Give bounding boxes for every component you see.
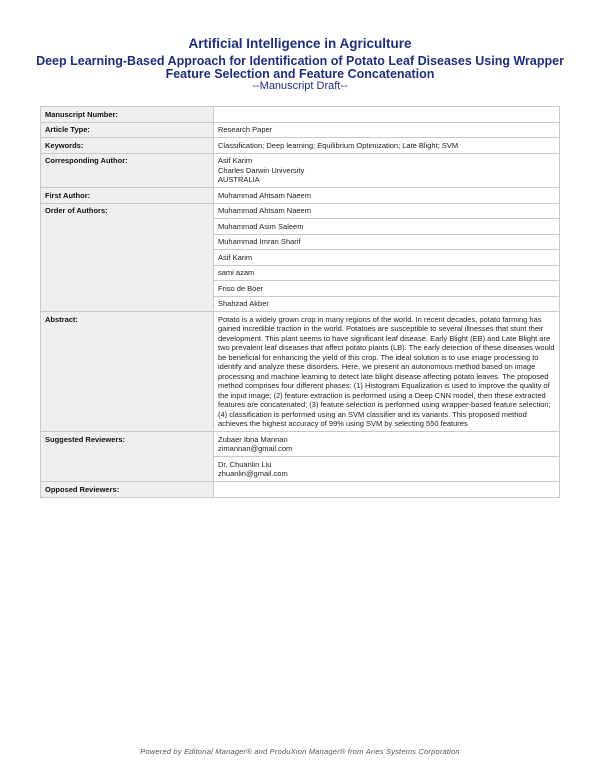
first-author-value: Muhammad Ahtsam Naeem (214, 188, 560, 204)
author-item: Shahzad Akber (214, 296, 560, 312)
document-header (0, 36, 600, 92)
paper-title: Deep Learning-Based Approach for Identification of Potato Leaf Diseases Using Wrapper Feature Selection and Feature Concatenation (36, 54, 564, 81)
reviewer-name: Zubaer Ibna Mannan (218, 434, 288, 444)
reviewer-email: zhuanlin@gmail.com (218, 469, 288, 478)
corresponding-author-label: Corresponding Author: (41, 153, 214, 188)
table-row (41, 153, 560, 188)
reviewer-item (214, 432, 560, 457)
table-row (41, 312, 560, 432)
author-item: Friso de Boer (214, 281, 560, 297)
footer-credit: Powered by Editorial Manager® and ProduXion Manager® from Aries Systems Corporation (140, 747, 460, 756)
suggested-reviewers-label: Suggested Reviewers: (41, 432, 214, 482)
keywords-label: Keywords: (41, 138, 214, 154)
corresponding-author-value (214, 153, 560, 188)
draft-label: --Manuscript Draft-- (252, 80, 348, 92)
manuscript-number-label: Manuscript Number: (41, 107, 214, 123)
table-row (41, 203, 560, 219)
opposed-reviewers-label: Opposed Reviewers: (41, 482, 214, 498)
order-of-authors-label: Order of Authors: (41, 203, 214, 312)
author-item: Asif Karim (214, 250, 560, 266)
reviewer-name: Dr. Chuanlin Liu (218, 459, 272, 469)
abstract-label: Abstract: (41, 312, 214, 432)
article-type-label: Article Type: (41, 122, 214, 138)
corresponding-author-name: Asif Karim (218, 156, 253, 165)
table-row (41, 432, 560, 457)
article-type-value: Research Paper (214, 122, 560, 138)
table-row (41, 482, 560, 498)
table-row (41, 122, 560, 138)
reviewer-email: zimannan@gmail.com (218, 444, 293, 453)
reviewer-item (214, 457, 560, 482)
corresponding-author-country: AUSTRALIA (218, 175, 260, 184)
abstract-text: Potato is a widely grown crop in many regions of the world. In recent decades, potato farming has gained incredible traction in the world. Potatoes are susceptible to several illnesses that stunt their development. This plant seems to have significant leaf disease. Early Blight (EB) and Late Blight are two prevalent leaf diseases that affect potato plants (LB). The early detection of these diseases would be beneficial for enhancing the yield of this crop. The ideal solution is to use image processing to identify and analyze these disorders. Here, we present an autonomous method based on image processing and machine learning to detect late blight disease affecting potato leaves. The proposed method comprises four different phases: (1) Histogram Equalization is used to improve the quality of the input image; (2) feature extraction is performed using a Deep CNN model, then these extracted features are concatenated; (3) feature selection is performed using wrapper-based feature selection; (4) classification is performed using an SVM classifier and its variants. This proposed method achieves the highest accuracy of 99% using SVM by selecting 550 features (214, 312, 560, 432)
author-item: Muhammad Asim Saleem (214, 219, 560, 235)
author-item: Muhammad Ahtsam Naeem (214, 203, 560, 219)
manuscript-info-table (40, 106, 560, 498)
opposed-reviewers-value (214, 482, 560, 498)
author-item: sami azam (214, 265, 560, 281)
first-author-label: First Author: (41, 188, 214, 204)
table-row (41, 107, 560, 123)
journal-title: Artificial Intelligence in Agriculture (188, 36, 412, 51)
keywords-value: Classification; Deep learning; Equilibrium Optimization; Late Blight; SVM (214, 138, 560, 154)
author-item: Muhammad Imran Sharif (214, 234, 560, 250)
manuscript-number-value (214, 107, 560, 123)
table-row (41, 188, 560, 204)
corresponding-author-institution: Charles Darwin University (218, 165, 305, 175)
table-row (41, 138, 560, 154)
